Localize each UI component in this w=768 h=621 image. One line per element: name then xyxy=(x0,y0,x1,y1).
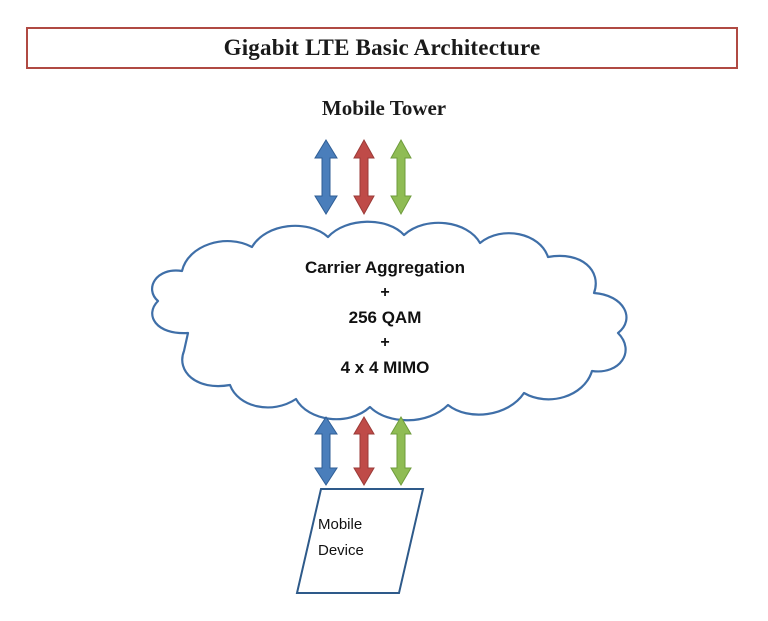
arrow-green-up-down-top xyxy=(388,138,414,216)
arrow-blue-up-down-bottom xyxy=(312,415,340,487)
top-arrow-group xyxy=(300,138,430,216)
arrow-red-up-down-bottom xyxy=(352,415,376,487)
cloud-line-carrier-aggregation: Carrier Aggregation xyxy=(305,258,465,277)
arrow-red-up-down-top xyxy=(352,138,376,216)
mobile-tower-label: Mobile Tower xyxy=(321,96,447,120)
title-box xyxy=(26,27,738,69)
mobile-device-label-line1: Mobile xyxy=(318,516,363,533)
page-title: Gigabit LTE Basic Architecture xyxy=(223,35,541,60)
cloud-plus-2: + xyxy=(380,334,390,351)
arrow-green-up-down-bottom xyxy=(388,415,414,487)
cloud-plus-1: + xyxy=(380,284,390,301)
mobile-device-label-line2: Device xyxy=(318,542,364,559)
bottom-arrow-group xyxy=(300,415,430,487)
arrow-blue-up-down-top xyxy=(312,138,340,216)
cloud-text-block xyxy=(230,255,540,381)
cloud-line-256-qam: 256 QAM xyxy=(348,308,422,327)
mobile-device-label xyxy=(318,512,408,564)
cloud-line-4x4-mimo: 4 x 4 MIMO xyxy=(340,358,430,377)
